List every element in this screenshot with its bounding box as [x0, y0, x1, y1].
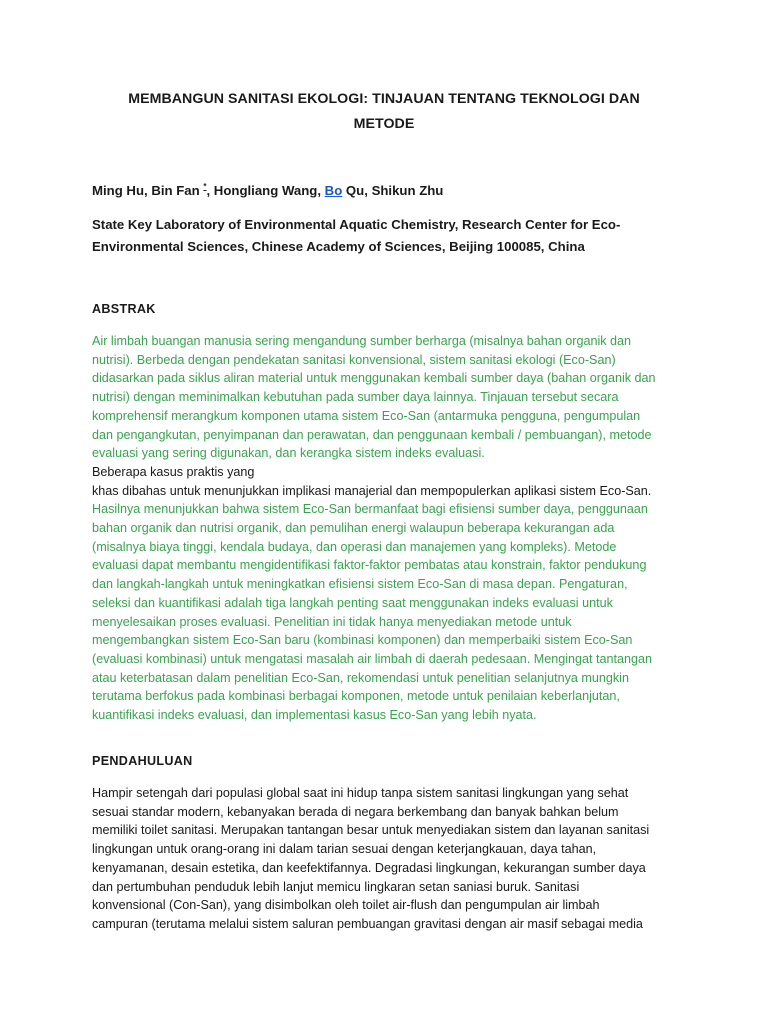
- author-names-part-3: Qu, Shikun Zhu: [342, 183, 444, 198]
- abstract-line: dan pengangkutan, penyimpanan dan perawatan, dan penggunaan kembali / pembuangan), metode: [92, 427, 652, 442]
- abstract-line-dark-part: Beberapa kasus praktis yang: [92, 464, 255, 479]
- abstract-line: nutrisi). Berbeda dengan pendekatan sanitasi konvensional, sistem sanitasi ekologi (Eco-San): [92, 352, 616, 367]
- abstract-body: [92, 332, 688, 725]
- abstract-line: (misalnya biaya tinggi, kendala budaya, dan operasi dan manajemen yang kompleks). Metode: [92, 539, 617, 554]
- abstract-line: evaluasi dapat membantu mengidentifikasi faktor-faktor pembatas atau konstrain, faktor pendukung: [92, 558, 647, 573]
- introduction-body: [92, 784, 688, 934]
- paper-title-line-2: METODE: [353, 116, 415, 132]
- author-list: [92, 181, 443, 201]
- abstract-line-green-part: evaluasi yang sering digunakan, dan kerangka sistem indeks evaluasi.: [92, 446, 485, 461]
- introduction-line: campuran (terutama melalui sistem saluran pembuangan gravitasi dengan air masif sebagai media: [92, 916, 643, 931]
- author-names-part-1: Ming Hu, Bin Fan: [92, 183, 200, 198]
- abstract-line: komprehensif merangkum komponen utama sistem Eco-San (antarmuka pengguna, pengumpulan: [92, 408, 641, 423]
- corresponding-author-mark[interactable]: *: [203, 182, 207, 191]
- introduction-line: sesuai standar modern, kebanyakan berada di negara berkembang dan banyak bahkan belum: [92, 804, 619, 819]
- abstract-line: seleksi dan kuantifikasi adalah tiga langkah penting saat menggunakan indeks evaluasi untuk: [92, 595, 613, 610]
- abstract-line: terutama berfokus pada kombinasi berbagai komponen, metode untuk penilaian keberlanjutan,: [92, 689, 620, 704]
- introduction-line: Hampir setengah dari populasi global saat ini hidup tanpa sistem sanitasi lingkungan yang sehat: [92, 786, 629, 800]
- abstract-line: atau keterbatasan dalam penelitian Eco-San, rekomendasi untuk penelitian selanjutnya mungkin: [92, 670, 629, 685]
- introduction-line: lingkungan untuk orang-orang ini dalam tarian sesuai dengan keterjangkauan, daya tahan,: [92, 842, 597, 857]
- affiliation-line-1: State Key Laboratory of Environmental Aquatic Chemistry, Research Center for Eco-: [92, 217, 621, 232]
- introduction-heading: PENDAHULUAN: [92, 754, 193, 768]
- introduction-line: kenyamanan, desain estetika, dan keefektifannya. Degradasi lingkungan, kekurangan sumber daya: [92, 860, 646, 875]
- abstract-line: nutrisi) dengan meminimalkan kebutuhan pada sumber daya lainnya. Tinjauan tersebut secara: [92, 390, 619, 405]
- abstract-line: menyelesaikan proses evaluasi. Penelitian ini tidak hanya menyediakan metode untuk: [92, 614, 572, 629]
- introduction-line: dan pertumbuhan penduduk lebih lanjut memicu lingkaran setan saniasi buruk. Sanitasi: [92, 879, 580, 894]
- abstract-line: mengembangkan sistem Eco-San baru (kombinasi komponen) dan memperbaiki sistem Eco-San: [92, 633, 633, 648]
- paper-title: [92, 87, 676, 137]
- paper-title-line-1: MEMBANGUN SANITASI EKOLOGI: TINJAUAN TENTANG TEKNOLOGI DAN: [128, 91, 640, 107]
- abstract-line: bahan organik dan nutrisi organik, dan pemulihan energi walaupun beberapa kekurangan ada: [92, 521, 615, 536]
- affiliation-line-2: Environmental Sciences, Chinese Academy of Sciences, Beijing 100085, China: [92, 238, 585, 254]
- abstract-line: (evaluasi kombinasi) untuk mengatasi masalah air limbah di daerah pedesaan. Mengingat tantangan: [92, 651, 653, 666]
- author-affiliation: [92, 214, 668, 257]
- abstract-line: Hasilnya menunjukkan bahwa sistem Eco-San bermanfaat bagi efisiensi sumber daya, penggunaan: [92, 502, 648, 517]
- author-names-part-2: , Hongliang Wang,: [206, 183, 325, 198]
- introduction-line: konvensional (Con-San), yang disimbolkan oleh toilet air-flush dan pengumpulan air limbah: [92, 898, 600, 913]
- abstract-line: khas dibahas untuk menunjukkan implikasi manajerial dan mempopulerkan aplikasi sistem Eco-San.: [92, 483, 652, 498]
- abstract-line: dan langkah-langkah untuk meningkatkan efisiensi sistem Eco-San di masa depan. Pengaturan,: [92, 577, 628, 592]
- abstract-line: didasarkan pada siklus aliran material untuk menggunakan kembali sumber daya (bahan organik dan: [92, 371, 656, 386]
- author-link-bo[interactable]: Bo: [324, 183, 343, 198]
- introduction-line: memiliki toilet sanitasi. Merupakan tantangan besar untuk menyediakan sistem dan layanan sanitasi: [92, 823, 650, 838]
- abstract-heading: ABSTRAK: [92, 302, 156, 316]
- abstract-line: kuantifikasi indeks evaluasi, dan implementasi kasus Eco-San yang lebih nyata.: [92, 708, 537, 723]
- abstract-line-mixed: [92, 444, 688, 481]
- abstract-line: Air limbah buangan manusia sering mengandung sumber berharga (misalnya bahan organik dan: [92, 334, 632, 348]
